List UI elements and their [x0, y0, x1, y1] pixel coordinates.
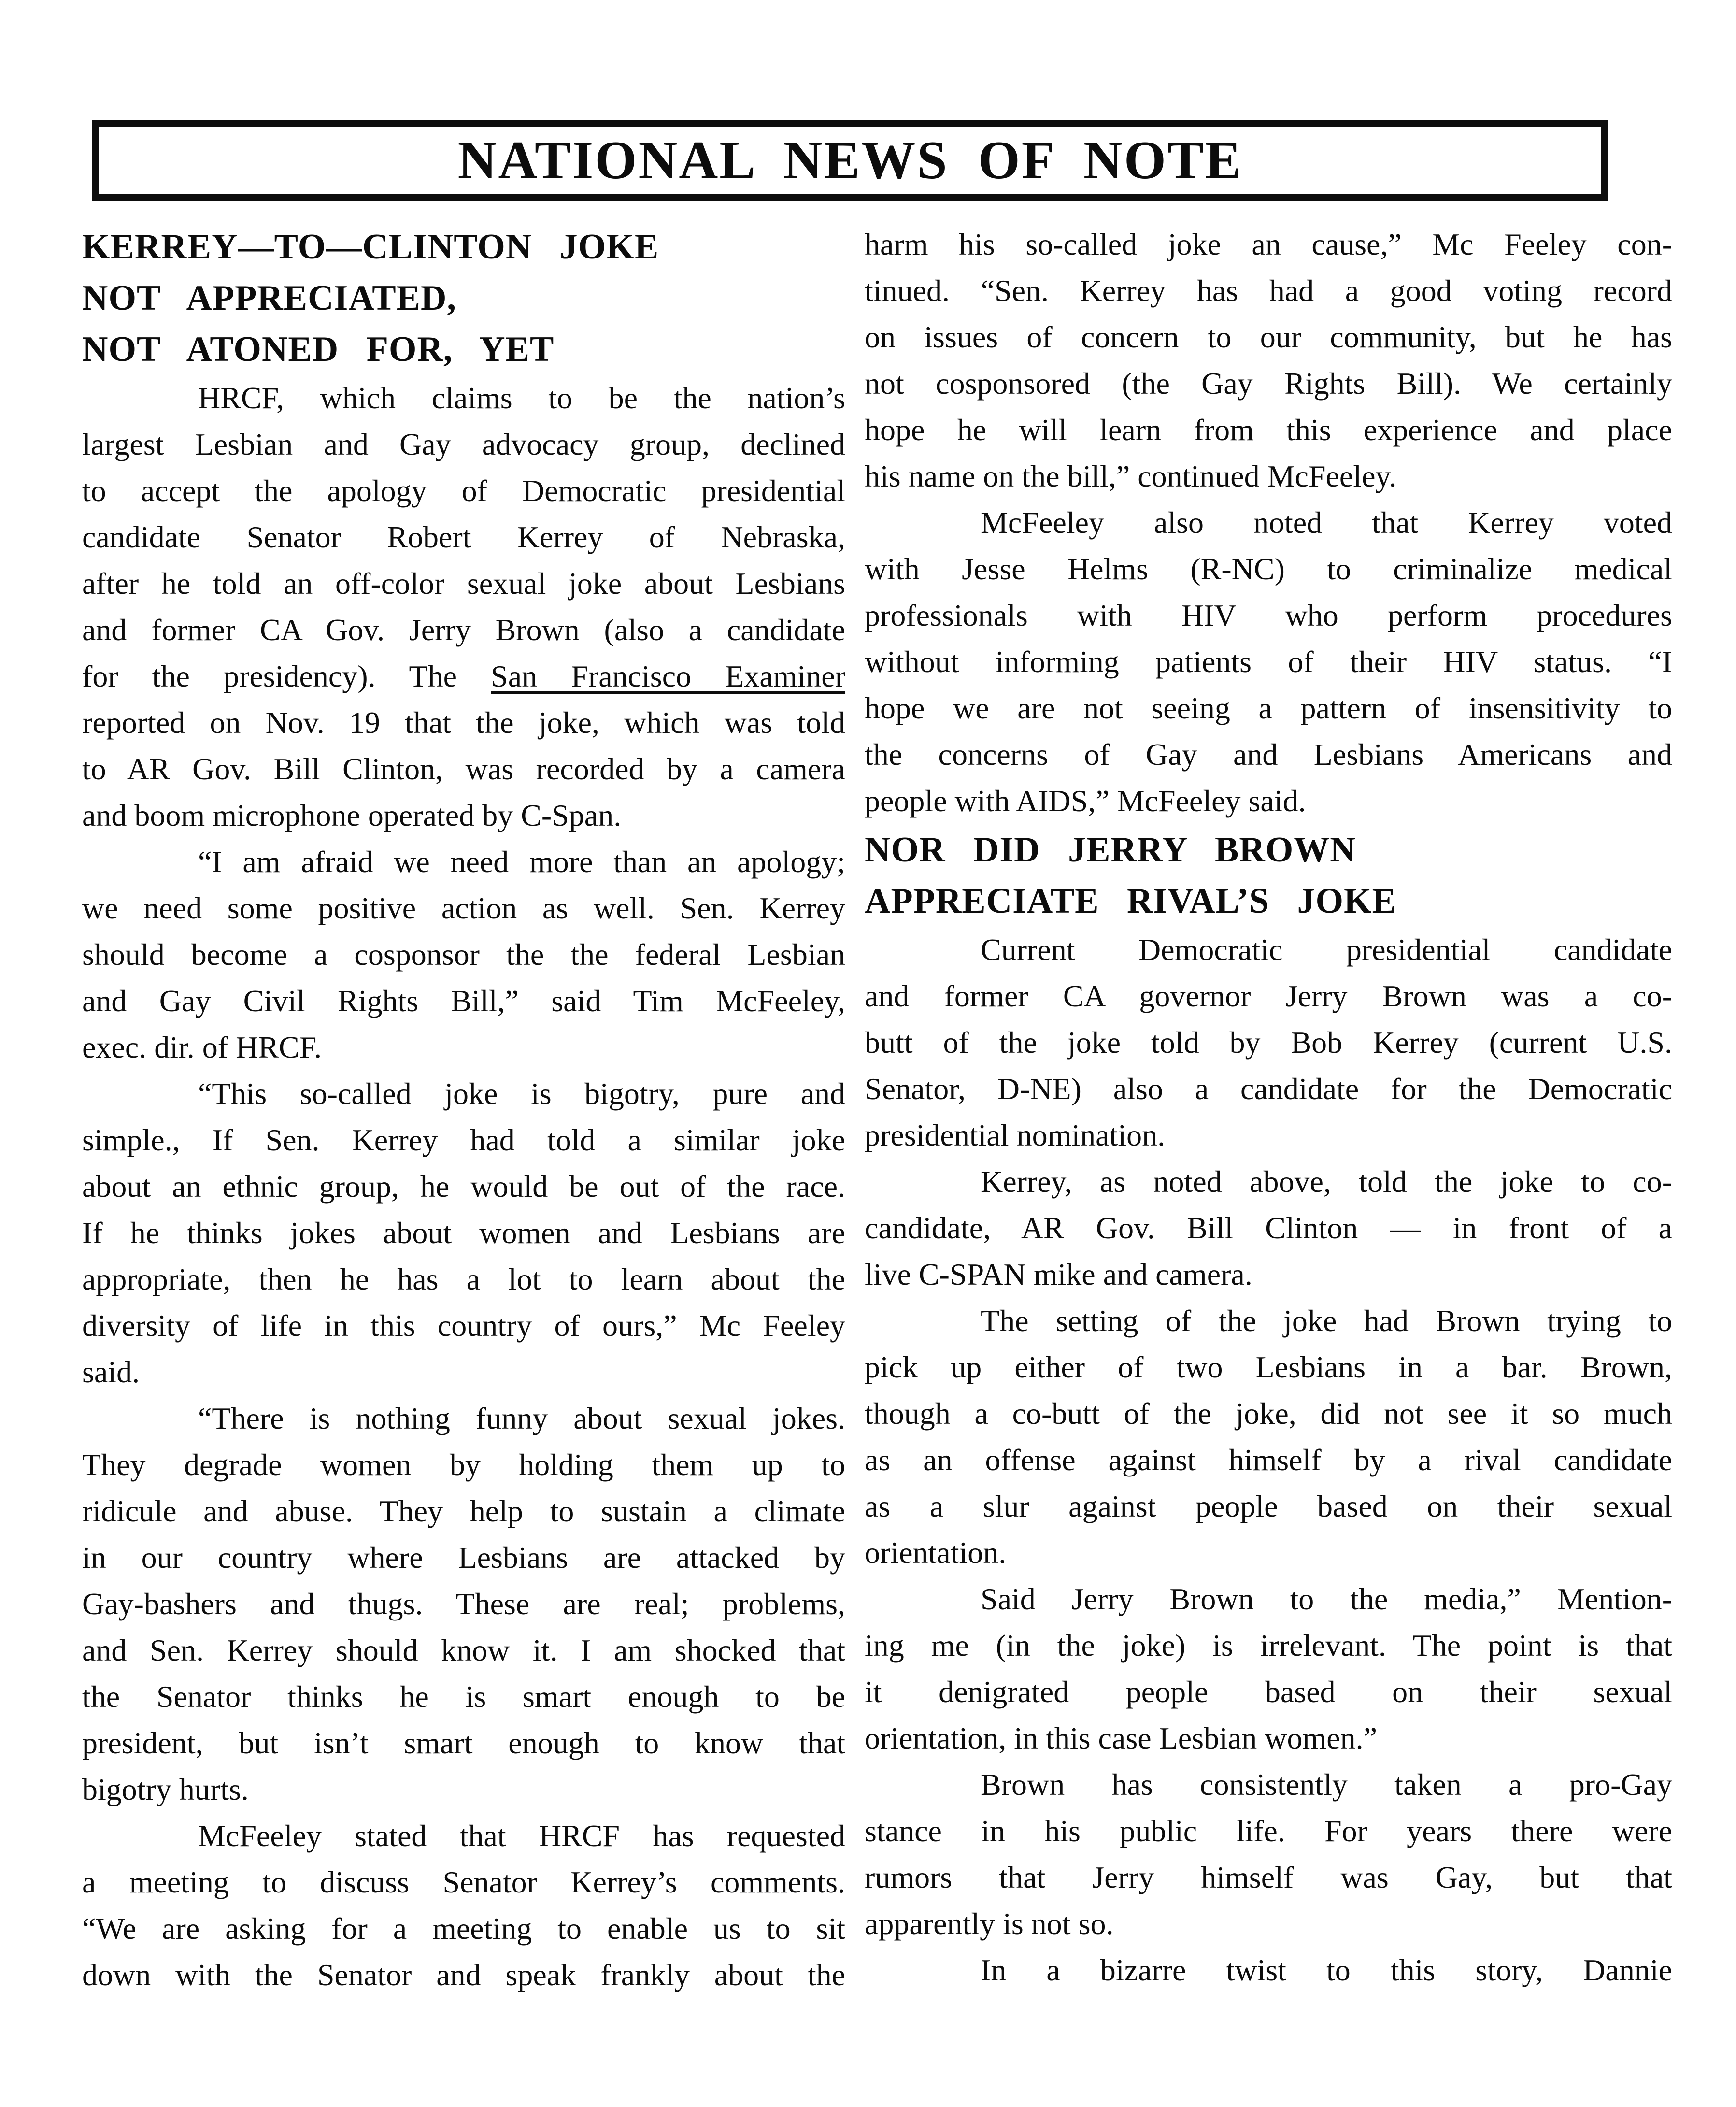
text-line: a meeting to discuss Senator Kerrey’s comments.	[82, 1865, 845, 1899]
paragraph	[865, 221, 1672, 500]
text-line: said.	[82, 1355, 140, 1389]
masthead-box	[92, 120, 1608, 201]
text-line: to accept the apology of Democratic presidential	[82, 473, 845, 508]
paragraph	[82, 1395, 845, 1813]
text-line: and boom microphone operated by C-Span.	[82, 798, 622, 832]
text-line: orientation.	[865, 1535, 1007, 1570]
text-line: hope he will learn from this experience and place	[865, 413, 1672, 447]
heading-line: NOT ATONED FOR, YET	[82, 330, 555, 369]
text-line: ridicule and abuse. They help to sustain a climate	[82, 1494, 845, 1528]
masthead-title: NATIONAL NEWS OF NOTE	[457, 130, 1243, 190]
text-line: pick up either of two Lesbians in a bar. Brown,	[865, 1350, 1672, 1384]
heading-line: NOT APPRECIATED,	[82, 278, 456, 318]
text-line: “I am afraid we need more than an apology;	[198, 845, 845, 879]
text-line: If he thinks jokes about women and Lesbians are	[82, 1216, 845, 1250]
text-line: exec. dir. of HRCF.	[82, 1030, 322, 1064]
text-line: reported on Nov. 19 that the joke, which was told	[82, 705, 845, 740]
text-line: professionals with HIV who perform procedures	[865, 598, 1672, 632]
text-line: and former CA governor Jerry Brown was a co-	[865, 979, 1672, 1013]
text-line: “There is nothing funny about sexual jokes.	[198, 1401, 845, 1435]
text-line: They degrade women by holding them up to	[82, 1448, 845, 1482]
paragraph	[865, 1298, 1672, 1576]
text-line: largest Lesbian and Gay advocacy group, declined	[82, 427, 845, 461]
text-line: rumors that Jerry himself was Gay, but that	[865, 1860, 1672, 1894]
paragraph	[82, 1071, 845, 1395]
text-line: should become a cosponsor the the federal Lesbian	[82, 937, 845, 972]
text-line: we need some positive action as well. Sen. Kerrey	[82, 891, 845, 925]
text-line: Senator, D-NE) also a candidate for the Democratic	[865, 1072, 1672, 1106]
text-segment: for the presidency). The	[82, 659, 491, 693]
text-line: Gay-bashers and thugs. These are real; problems,	[82, 1587, 845, 1621]
heading-line: APPRECIATE RIVAL’S JOKE	[865, 881, 1396, 921]
text-line: though a co-butt of the joke, did not see it so much	[865, 1396, 1672, 1431]
text-line: tinued. “Sen. Kerrey has had a good voting record	[865, 273, 1672, 308]
text-line: butt of the joke told by Bob Kerrey (current U.S.	[865, 1025, 1672, 1060]
text-line: Current Democratic presidential candidate	[981, 932, 1672, 967]
text-line: down with the Senator and speak frankly about the	[82, 1958, 845, 1992]
text-line: stance in his public life. For years there were	[865, 1814, 1672, 1848]
text-line: about an ethnic group, he would be out of the race.	[82, 1169, 845, 1204]
paragraph	[865, 500, 1672, 824]
text-line: it denigrated people based on their sexual	[865, 1675, 1672, 1709]
text-line: In a bizarre twist to this story, Dannie	[981, 1953, 1672, 1987]
text-line: candidate Senator Robert Kerrey of Nebraska,	[82, 520, 845, 554]
text-line: and Gay Civil Rights Bill,” said Tim McFeeley,	[82, 984, 845, 1018]
text-line: people with AIDS,” McFeeley said.	[865, 784, 1306, 818]
text-line: McFeeley stated that HRCF has requested	[198, 1819, 845, 1853]
text-line: bigotry hurts.	[82, 1772, 249, 1806]
text-line: after he told an off-color sexual joke about Lesbians	[82, 566, 845, 601]
text-line: his name on the bill,” continued McFeeley.	[865, 459, 1397, 493]
text-line: the concerns of Gay and Lesbians Americans and	[865, 737, 1672, 772]
text-line: ing me (in the joke) is irrelevant. The point is that	[865, 1628, 1672, 1663]
text-line: Brown has consistently taken a pro-Gay	[981, 1767, 1672, 1802]
text-line: “This so-called joke is bigotry, pure and	[198, 1076, 845, 1111]
text-line: in our country where Lesbians are attacked by	[82, 1540, 845, 1575]
text-line: on issues of concern to our community, but he has	[865, 320, 1672, 354]
text-line: as a slur against people based on their sexual	[865, 1489, 1672, 1523]
text-line: HRCF, which claims to be the nation’s	[198, 381, 845, 415]
text-line: orientation, in this case Lesbian women.”	[865, 1721, 1378, 1755]
text-line: to AR Gov. Bill Clinton, was recorded by a camera	[82, 752, 845, 786]
text-line: as an offense against himself by a rival candidate	[865, 1443, 1672, 1477]
underlined-publication-name: San Francisco Examiner	[491, 659, 846, 693]
paragraph	[82, 375, 845, 839]
text-line	[82, 653, 845, 700]
paragraph	[865, 1576, 1672, 1762]
text-line: diversity of life in this country of ours,” Mc Feeley	[82, 1308, 845, 1343]
heading-line: KERREY—TO—CLINTON JOKE	[82, 227, 659, 267]
paragraph	[865, 927, 1672, 1159]
text-line: “We are asking for a meeting to enable us to sit	[82, 1911, 845, 1946]
text-line: McFeeley also noted that Kerrey voted	[981, 505, 1672, 540]
right-column	[865, 221, 1672, 1993]
text-line: apparently is not so.	[865, 1906, 1114, 1941]
text-line: candidate, AR Gov. Bill Clinton — in front of a	[865, 1211, 1672, 1245]
text-line: hope we are not seeing a pattern of insensitivity to	[865, 691, 1672, 725]
paragraph	[865, 1947, 1672, 1993]
text-line: president, but isn’t smart enough to know that	[82, 1726, 845, 1760]
text-line: appropriate, then he has a lot to learn about the	[82, 1262, 845, 1296]
text-line: Said Jerry Brown to the media,” Mention-	[981, 1582, 1672, 1616]
heading-line: NOR DID JERRY BROWN	[865, 830, 1356, 870]
text-line: with Jesse Helms (R-NC) to criminalize medical	[865, 552, 1672, 586]
text-line: the Senator thinks he is smart enough to be	[82, 1679, 845, 1714]
text-line: simple., If Sen. Kerrey had told a similar joke	[82, 1123, 845, 1157]
text-line: presidential nomination.	[865, 1118, 1166, 1152]
article-headline	[82, 221, 845, 375]
left-column	[82, 221, 845, 1998]
paragraph	[865, 1762, 1672, 1947]
text-line: without informing patients of their HIV status. “I	[865, 645, 1672, 679]
text-line: not cosponsored (the Gay Rights Bill). We certainly	[865, 366, 1672, 401]
paragraph	[82, 839, 845, 1071]
text-line: live C-SPAN mike and camera.	[865, 1257, 1252, 1291]
text-line: harm his so-called joke an cause,” Mc Feeley con-	[865, 227, 1672, 261]
text-line: and former CA Gov. Jerry Brown (also a candidate	[82, 613, 845, 647]
paragraph	[865, 1159, 1672, 1298]
text-line: and Sen. Kerrey should know it. I am shocked that	[82, 1633, 845, 1667]
text-line: Kerrey, as noted above, told the joke to co-	[981, 1164, 1672, 1199]
subheadline	[865, 824, 1672, 927]
paragraph	[82, 1813, 845, 1998]
text-line: The setting of the joke had Brown trying to	[981, 1304, 1672, 1338]
